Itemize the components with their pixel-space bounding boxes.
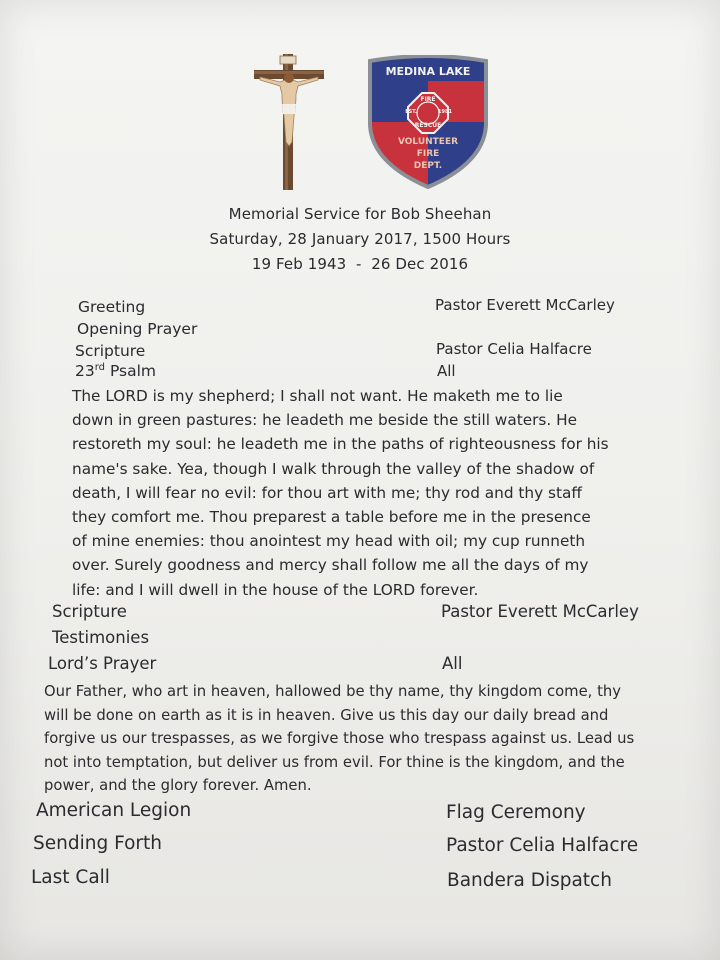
prayer-line: forgive us our trespasses, as we forgive those who trespass against us. Lead us bbox=[44, 730, 635, 747]
psalm-line: The LORD is my shepherd; I shall not want. He maketh me to lie bbox=[72, 387, 563, 405]
program-leader-lords-prayer: All bbox=[442, 654, 463, 673]
program-item-psalm bbox=[75, 362, 156, 380]
program-item-scripture-1: Scripture bbox=[75, 342, 146, 360]
emblem-ring-right: 1981 bbox=[438, 109, 452, 115]
psalm-line: they comfort me. Thou preparest a table before me in the presence bbox=[72, 508, 591, 527]
lords-prayer-text bbox=[44, 680, 634, 798]
psalm-line: down in green pastures: he leadeth me beside the still waters. He bbox=[72, 411, 577, 430]
psalm-word: Psalm bbox=[105, 362, 157, 381]
program-leader-sending-forth: Pastor Celia Halfacre bbox=[446, 835, 639, 856]
psalm-line: life: and I will dwell in the house of the LORD forever. bbox=[72, 580, 479, 599]
program-leader-scripture-1: Pastor Celia Halfacre bbox=[436, 340, 592, 358]
psalm-number: 23 bbox=[75, 362, 95, 381]
service-date: Saturday, 28 January 2017, 1500 Hours bbox=[209, 230, 511, 248]
program-item-scripture-2: Scripture bbox=[52, 602, 127, 621]
program-item-last-call: Last Call bbox=[31, 867, 110, 888]
prayer-line: will be done on earth as it is in heaven. Give us this day our daily bread and bbox=[44, 706, 609, 724]
psalm-line: over. Surely goodness and mercy shall follow me all the days of my bbox=[72, 556, 589, 575]
psalm-ordinal: rd bbox=[94, 362, 106, 373]
life-dates: 19 Feb 1943 - 26 Dec 2016 bbox=[251, 255, 469, 273]
psalm-line: death, I will fear no evil: for thou art with me; thy rod and thy staff bbox=[72, 483, 582, 502]
program-leader-psalm: All bbox=[437, 362, 456, 380]
program-item-greeting: Greeting bbox=[78, 298, 146, 316]
program-item-opening-prayer: Opening Prayer bbox=[77, 320, 198, 338]
program-leader-greeting: Pastor Everett McCarley bbox=[435, 296, 615, 314]
emblem-ring-bottom: RESCUE bbox=[414, 122, 442, 129]
emblem-volunteer: VOLUNTEER bbox=[397, 137, 459, 147]
program-leader-scripture-2: Pastor Everett McCarley bbox=[441, 602, 639, 621]
psalm-line: restoreth my soul: he leadeth me in the paths of righteousness for his bbox=[72, 435, 609, 454]
program-leader-last-call: Bandera Dispatch bbox=[447, 870, 612, 891]
psalm-text bbox=[72, 384, 609, 602]
emblem-title: MEDINA LAKE bbox=[385, 65, 471, 78]
emblem-ring-left: EST. bbox=[405, 109, 417, 115]
psalm-line: of mine enemies: thou anointest my head with oil; my cup runneth bbox=[72, 532, 586, 551]
program-leader-american-legion: Flag Ceremony bbox=[446, 802, 586, 823]
emblem-ring-top: FIRE bbox=[420, 96, 436, 103]
program-item-lords-prayer: Lord’s Prayer bbox=[48, 654, 157, 673]
emblem-dept: DEPT. bbox=[413, 161, 443, 171]
prayer-line: not into temptation, but deliver us from evil. For thine is the kingdom, and the bbox=[44, 753, 625, 771]
psalm-line: name's sake. Yea, though I walk through the valley of the shadow of bbox=[72, 459, 595, 478]
service-title: Memorial Service for Bob Sheehan bbox=[228, 205, 492, 223]
program-item-american-legion: American Legion bbox=[36, 800, 192, 821]
emblem-fire: FIRE bbox=[416, 149, 440, 159]
program-item-sending-forth: Sending Forth bbox=[33, 833, 162, 854]
prayer-line: power, and the glory forever. Amen. bbox=[44, 777, 312, 794]
crucifix-icon bbox=[252, 50, 326, 192]
prayer-line: Our Father, who art in heaven, hallowed be thy name, thy kingdom come, thy bbox=[44, 683, 622, 700]
fire-dept-emblem-icon bbox=[366, 55, 490, 190]
program-item-testimonies: Testimonies bbox=[52, 628, 150, 647]
